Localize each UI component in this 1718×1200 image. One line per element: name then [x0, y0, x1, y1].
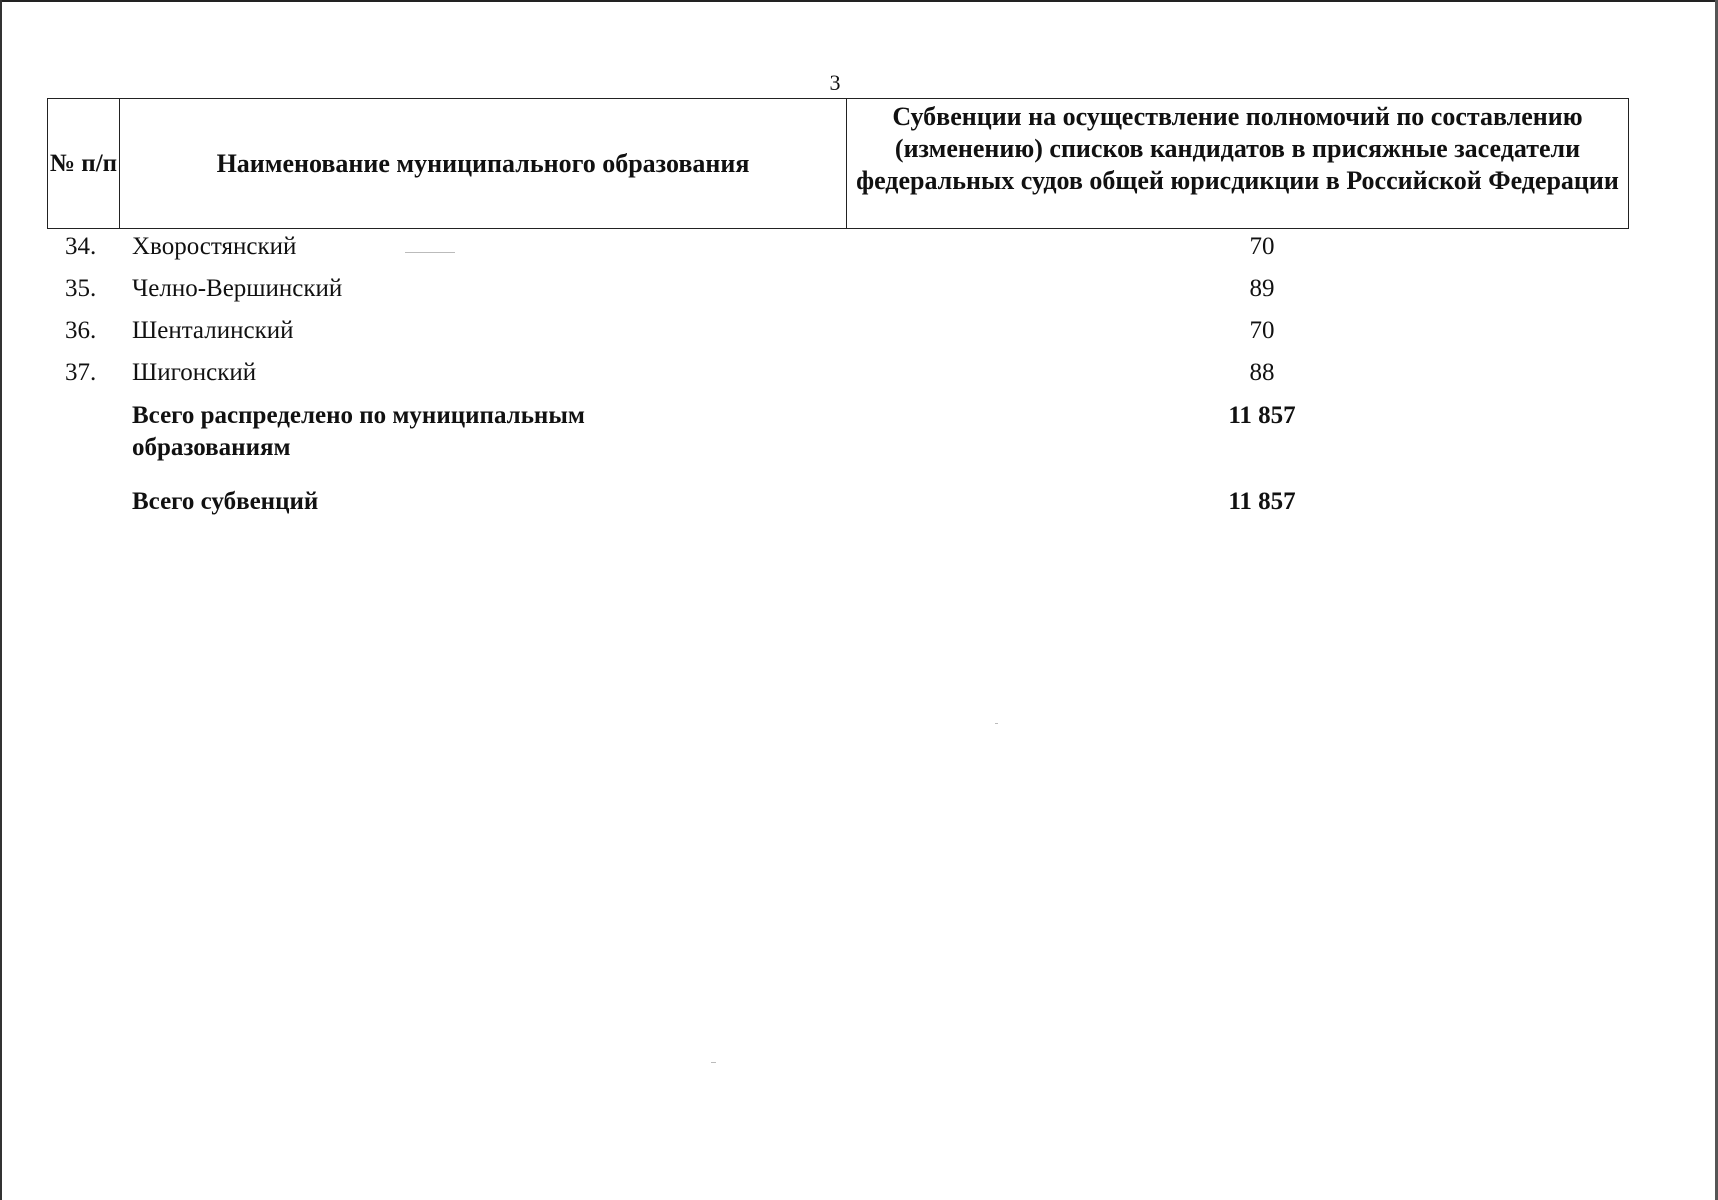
row-value: 89: [1249, 275, 1275, 302]
row-number: 35.: [65, 275, 97, 302]
row-municipality: Хворостянский: [132, 233, 297, 260]
row-value: 88: [1249, 359, 1275, 386]
row-number: 34.: [65, 233, 97, 260]
row-number: 36.: [65, 317, 97, 344]
total-distributed-label: Всего распределено по муниципальным образованиям: [132, 402, 585, 461]
total-distributed-value: 11 857: [1228, 402, 1296, 429]
header-subvention: [847, 99, 1628, 228]
scan-speck: [995, 723, 998, 724]
header-subvention-text: Субвенции на осуществление полномочий по составлению (изменению) списков кандидатов в присяжные заседатели федеральных судов общей юрисдикции в Российской Федерации: [856, 102, 1619, 195]
table-header: [47, 98, 1629, 229]
page-number: 3: [829, 70, 841, 95]
row-value: 70: [1249, 233, 1275, 260]
page-border-left: [0, 0, 2, 1200]
header-municipality-name: Наименование муниципального образования: [120, 99, 847, 228]
row-municipality: Шенталинский: [132, 317, 294, 344]
header-number: № п/п: [48, 99, 120, 228]
total-subventions-label: Всего субвенций: [132, 488, 319, 515]
scan-speck: [405, 252, 455, 253]
total-subventions-value: 11 857: [1228, 488, 1296, 515]
scan-speck: [711, 1062, 716, 1063]
row-value: 70: [1249, 317, 1275, 344]
row-municipality: Шигонский: [132, 359, 257, 386]
row-number: 37.: [65, 359, 97, 386]
row-municipality: Челно-Вершинский: [132, 275, 343, 302]
page-border-top: [0, 0, 1718, 2]
